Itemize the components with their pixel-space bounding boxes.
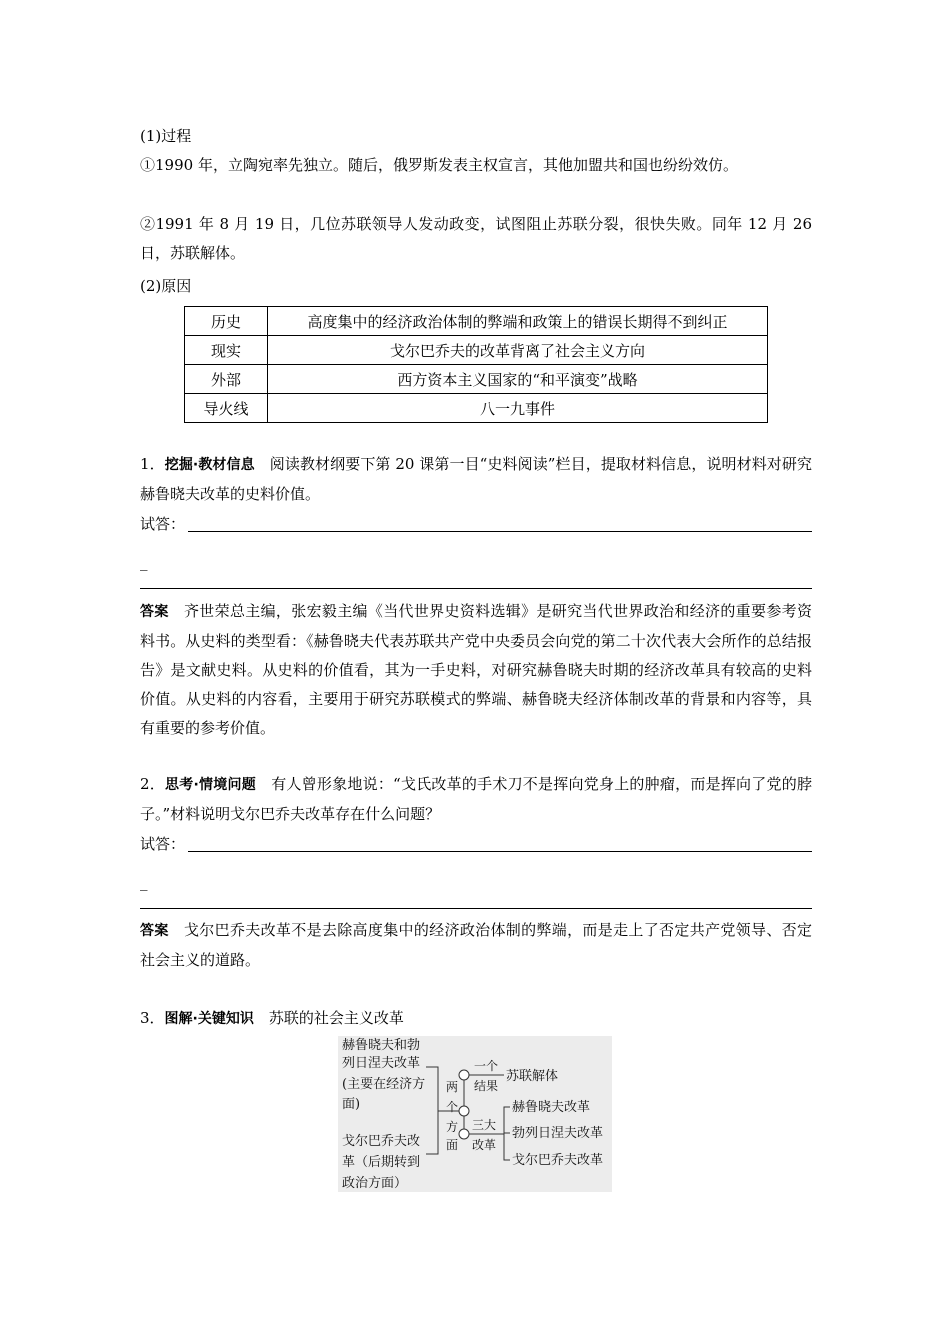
table-row [185,365,768,394]
reason-value: 戈尔巴乔夫的改革背离了社会主义方向 [268,336,768,365]
reasons-table [184,306,768,423]
answer-1-label: 答案 [140,604,169,620]
reason-value: 高度集中的经济政治体制的弊端和政策上的错误长期得不到纠正 [268,307,768,336]
process-heading: (1)过程 [140,127,192,145]
q2-answer-line-2[interactable] [140,908,812,909]
result-label-bottom: 结果 [474,1079,499,1093]
q2-answer-line-1[interactable] [188,851,812,852]
reason-value: 八一九事件 [268,394,768,423]
result-node [459,1070,469,1080]
question-2 [140,770,812,829]
answer-2-label: 答案 [140,923,169,939]
reason-key: 导火线 [185,394,268,423]
answer-1-text: 齐世荣总主编，张宏毅主编《当代世界史资料选辑》是研究当代世界政治和经济的重要参考资料书。从史料的类型看：《赫鲁晓夫代表苏联共产党中央委员会向党的第二十次代表大会所作的总结报告》是文献史料。从史料的价值看，其为一手史料，对研究赫鲁晓夫时期的经济改革具有较高的史料价值。从史料的内容看，主要用于研究苏联模式的弊端、赫鲁晓夫经济体制改革的背景和内容等，具有重要的参考价值。 [140,602,812,737]
reforms-node [459,1129,469,1139]
question-3-text: 苏联的社会主义改革 [268,1009,404,1027]
reforms-bracket [504,1107,510,1160]
q1-try-label: 试答： [140,515,186,533]
q1-answer-line-2[interactable] [140,588,812,589]
center-label-char: 个 [446,1100,459,1114]
question-2-label: 思考·情境问题 [165,777,256,793]
reform-diagram [338,1036,612,1192]
left-top-line: 赫鲁晓夫和勃 [342,1038,421,1053]
q2-dash: _ [140,873,148,891]
question-1-label: 挖掘·教材信息 [164,457,255,473]
table-row [185,336,768,365]
process-item-2: ②1991 年 8 月 19 日，几位苏联领导人发动政变，试图阻止苏联分裂，很快失败。同年 12 月 26 日，苏联解体。 [140,215,812,262]
center-label-char: 两 [446,1080,459,1094]
question-3 [140,1008,404,1029]
result-text: 苏联解体 [506,1069,559,1084]
question-3-number: 3． [140,1009,165,1027]
q1-answer-line-1[interactable] [188,531,812,532]
q1-dash: _ [140,553,148,571]
left-bottom-line: 革（后期转到 [342,1155,421,1170]
reforms-label-bottom: 改革 [472,1138,497,1152]
reasons-heading: (2)原因 [140,277,192,295]
question-1-text: 阅读教材纲要下第 20 课第一目“史料阅读”栏目，提取材料信息，说明材料对研究赫鲁晓夫改革的史料价值。 [140,455,812,503]
question-3-label: 图解·关键知识 [164,1011,254,1027]
question-2-text: 有人曾形象地说：“戈氏改革的手术刀不是挥向党身上的肿瘤，而是挥向了党的脖子。”材料说明戈尔巴乔夫改革存在什么问题？ [140,775,812,823]
reforms-label-top: 三大 [472,1118,497,1132]
answer-1 [140,597,812,743]
question-1 [140,450,812,509]
left-bottom-line: 戈尔巴乔夫改 [342,1134,421,1149]
reason-key: 外部 [185,365,268,394]
question-2-number: 2． [140,775,166,793]
reason-value: 西方资本主义国家的“和平演变”战略 [268,365,768,394]
table-row [185,307,768,336]
process-item-1: ①1990 年，立陶宛率先独立。随后，俄罗斯发表主权宣言，其他加盟共和国也纷纷效仿。 [140,156,738,174]
left-top-line: (主要在经济方 [342,1077,426,1092]
left-bottom-line: 政治方面） [342,1176,408,1191]
answer-2-text: 戈尔巴乔夫改革不是去除高度集中的经济政治体制的弊端，而是走上了否定共产党领导、否定社会主义的道路。 [140,921,812,969]
reform-diagram-svg [338,1036,612,1192]
table-row [185,394,768,423]
q2-try-label: 试答： [140,835,186,853]
center-label-char: 方 [446,1120,459,1134]
center-label-char: 面 [446,1138,459,1152]
result-label-top: 一个 [474,1059,499,1073]
question-1-number: 1． [140,455,165,473]
reform-item: 戈尔巴乔夫改革 [512,1153,604,1168]
reason-key: 现实 [185,336,268,365]
reform-item: 勃列日涅夫改革 [512,1126,604,1141]
answer-2 [140,916,812,975]
reason-key: 历史 [185,307,268,336]
left-bracket [426,1067,438,1154]
center-node [459,1106,469,1116]
left-top-line: 列日涅夫改革 [342,1056,421,1071]
reform-item: 赫鲁晓夫改革 [512,1100,591,1115]
left-top-line: 面) [342,1097,361,1112]
